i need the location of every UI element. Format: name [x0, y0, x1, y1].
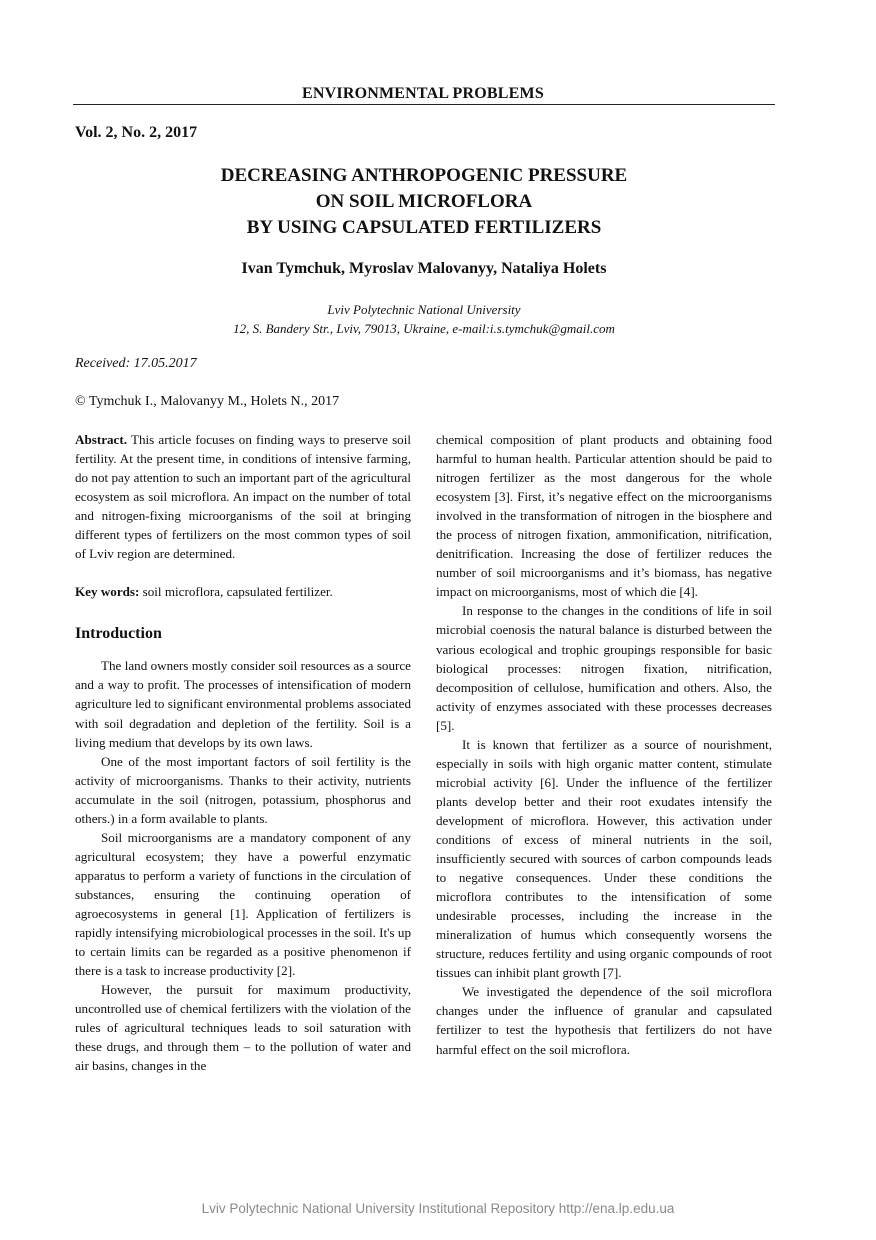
affiliation-block — [73, 300, 775, 338]
body-paragraph: One of the most important factors of soil fertility is the activity of microorganisms. Thanks to their activity, nutrients accumulate in the soil (nitrogen, potassium, phosphorus and others.) in a form available to plants. — [75, 753, 411, 826]
title-line: ON SOIL MICROFLORA — [315, 191, 533, 212]
body-paragraph: In response to the changes in the conditions of life in soil microbial coenosis the natural balance is disturbed between the various ecological and trophic groupings responsible for basic biological processes: nitrogen fixation, nitrification, decomposition of cellulose, humification and others. Also, the activity of enzymes associated with these processes decreases [5]. — [436, 603, 772, 733]
body-paragraph: However, the pursuit for maximum productivity, uncontrolled use of chemical fertilizers with the violation of the rules of agricultural techniques leads to soil saturation with these drugs, and through them – to the pollution of water and air basins, changes in the — [75, 982, 411, 1074]
keywords-label: Key words: — [75, 584, 140, 600]
body-paragraph: Soil microorganisms are a mandatory component of any agricultural ecosystem; they have a powerful enzymatic apparatus to perform a variety of functions in the circulation of substances, ensuring the continuing operation of agroecosystems in general [1]. Application of fertilizers is rapidly intensifying microbiological processes in the soil. It's up to certain limits can be regarded as a positive phenomenon if there is a task to increase productivity [2]. — [75, 829, 411, 979]
header-rule — [73, 104, 775, 105]
body-paragraph: The land owners mostly consider soil resources as a source and a way to profit. The processes of intensification of modern agriculture led to significant environmental problems associated with soil degradation and depletion of the fertility. Soil is a living medium that develops by its own laws. — [75, 658, 411, 750]
abstract-text: This article focuses on finding ways to preserve soil fertility. At the present time, in conditions of intensive farming, do not pay attention to such an important part of the agricultural ecosystem as soil microflora. An impact on the number of total and nitrogen-fixing microorganisms of the soil at bringing different types of fertilizers on the most common types of soil of Lviv region are determined. — [75, 432, 411, 562]
body-paragraph: We investigated the dependence of the soil microflora changes under the influence of granular and capsulated fertilizer to test the hypothesis that fertilizers do not have harmful effect on the soil microflora. — [436, 984, 772, 1057]
repository-footer: Lviv Polytechnic National University Institutional Repository http://ena.lp.edu.ua — [201, 1201, 675, 1216]
copyright: © Tymchuk I., Malovanyy M., Holets N., 2017 — [75, 394, 340, 409]
introduction-heading: Introduction — [75, 625, 162, 643]
body-paragraph: chemical composition of plant products and obtaining food harmful to human health. Particular attention should be paid to nitrogen fertilizer as the most dangerous for the whole ecosystem [3]. First, it’s negative effect on the microorganisms involved in the transformation of nitrogen in the biosphere and the process of nitrogen fixation, ammonification, nitrification, denitrification. Increasing the dose of fertilizer reduces the number of soil microorganisms and it’s biomass, has negative impact on microorganisms, most of which die [4]. — [436, 432, 772, 600]
title-line: BY USING CAPSULATED FERTILIZERS — [246, 217, 602, 238]
abstract — [75, 430, 411, 563]
volume-info: Vol. 2, No. 2, 2017 — [75, 124, 198, 141]
body-paragraph: It is known that fertilizer as a source of nourishment, especially in soils with high organic matter content, stimulate microbial activity [6]. Under the influence of the fertilizer plants develop better and their root exudates intensify the development of microflora. However, this activation under conditions of excess of mineral nutrients in the soil, insufficiently secured with sources of carbon compounds leads to negative consequences. Under these conditions the microflora contributes to the intensification of some undesirable processes, including the increase in the mineralization of humus which consequently worsens the structure, reduces fertility and using organic compounds of root tissues can inhibit plant growth [7]. — [436, 736, 772, 981]
left-column — [75, 430, 411, 1075]
keywords — [75, 582, 411, 601]
right-column — [436, 430, 772, 1059]
keywords-text: soil microflora, capsulated fertilizer. — [139, 584, 333, 600]
authors: Ivan Tymchuk, Myroslav Malovanyy, Nataliya Holets — [241, 260, 607, 277]
received-date: Received: 17.05.2017 — [75, 356, 197, 371]
address: 12, S. Bandery Str., Lviv, 79013, Ukraine, e-mail:i.s.tymchuk@gmail.com — [233, 321, 615, 336]
title-line: DECREASING ANTHROPOGENIC PRESSURE — [220, 165, 628, 186]
journal-name: ENVIRONMENTAL PROBLEMS — [302, 85, 544, 102]
affiliation: Lviv Polytechnic National University — [327, 302, 521, 317]
article-title — [73, 163, 775, 241]
abstract-label: Abstract. — [75, 432, 127, 447]
